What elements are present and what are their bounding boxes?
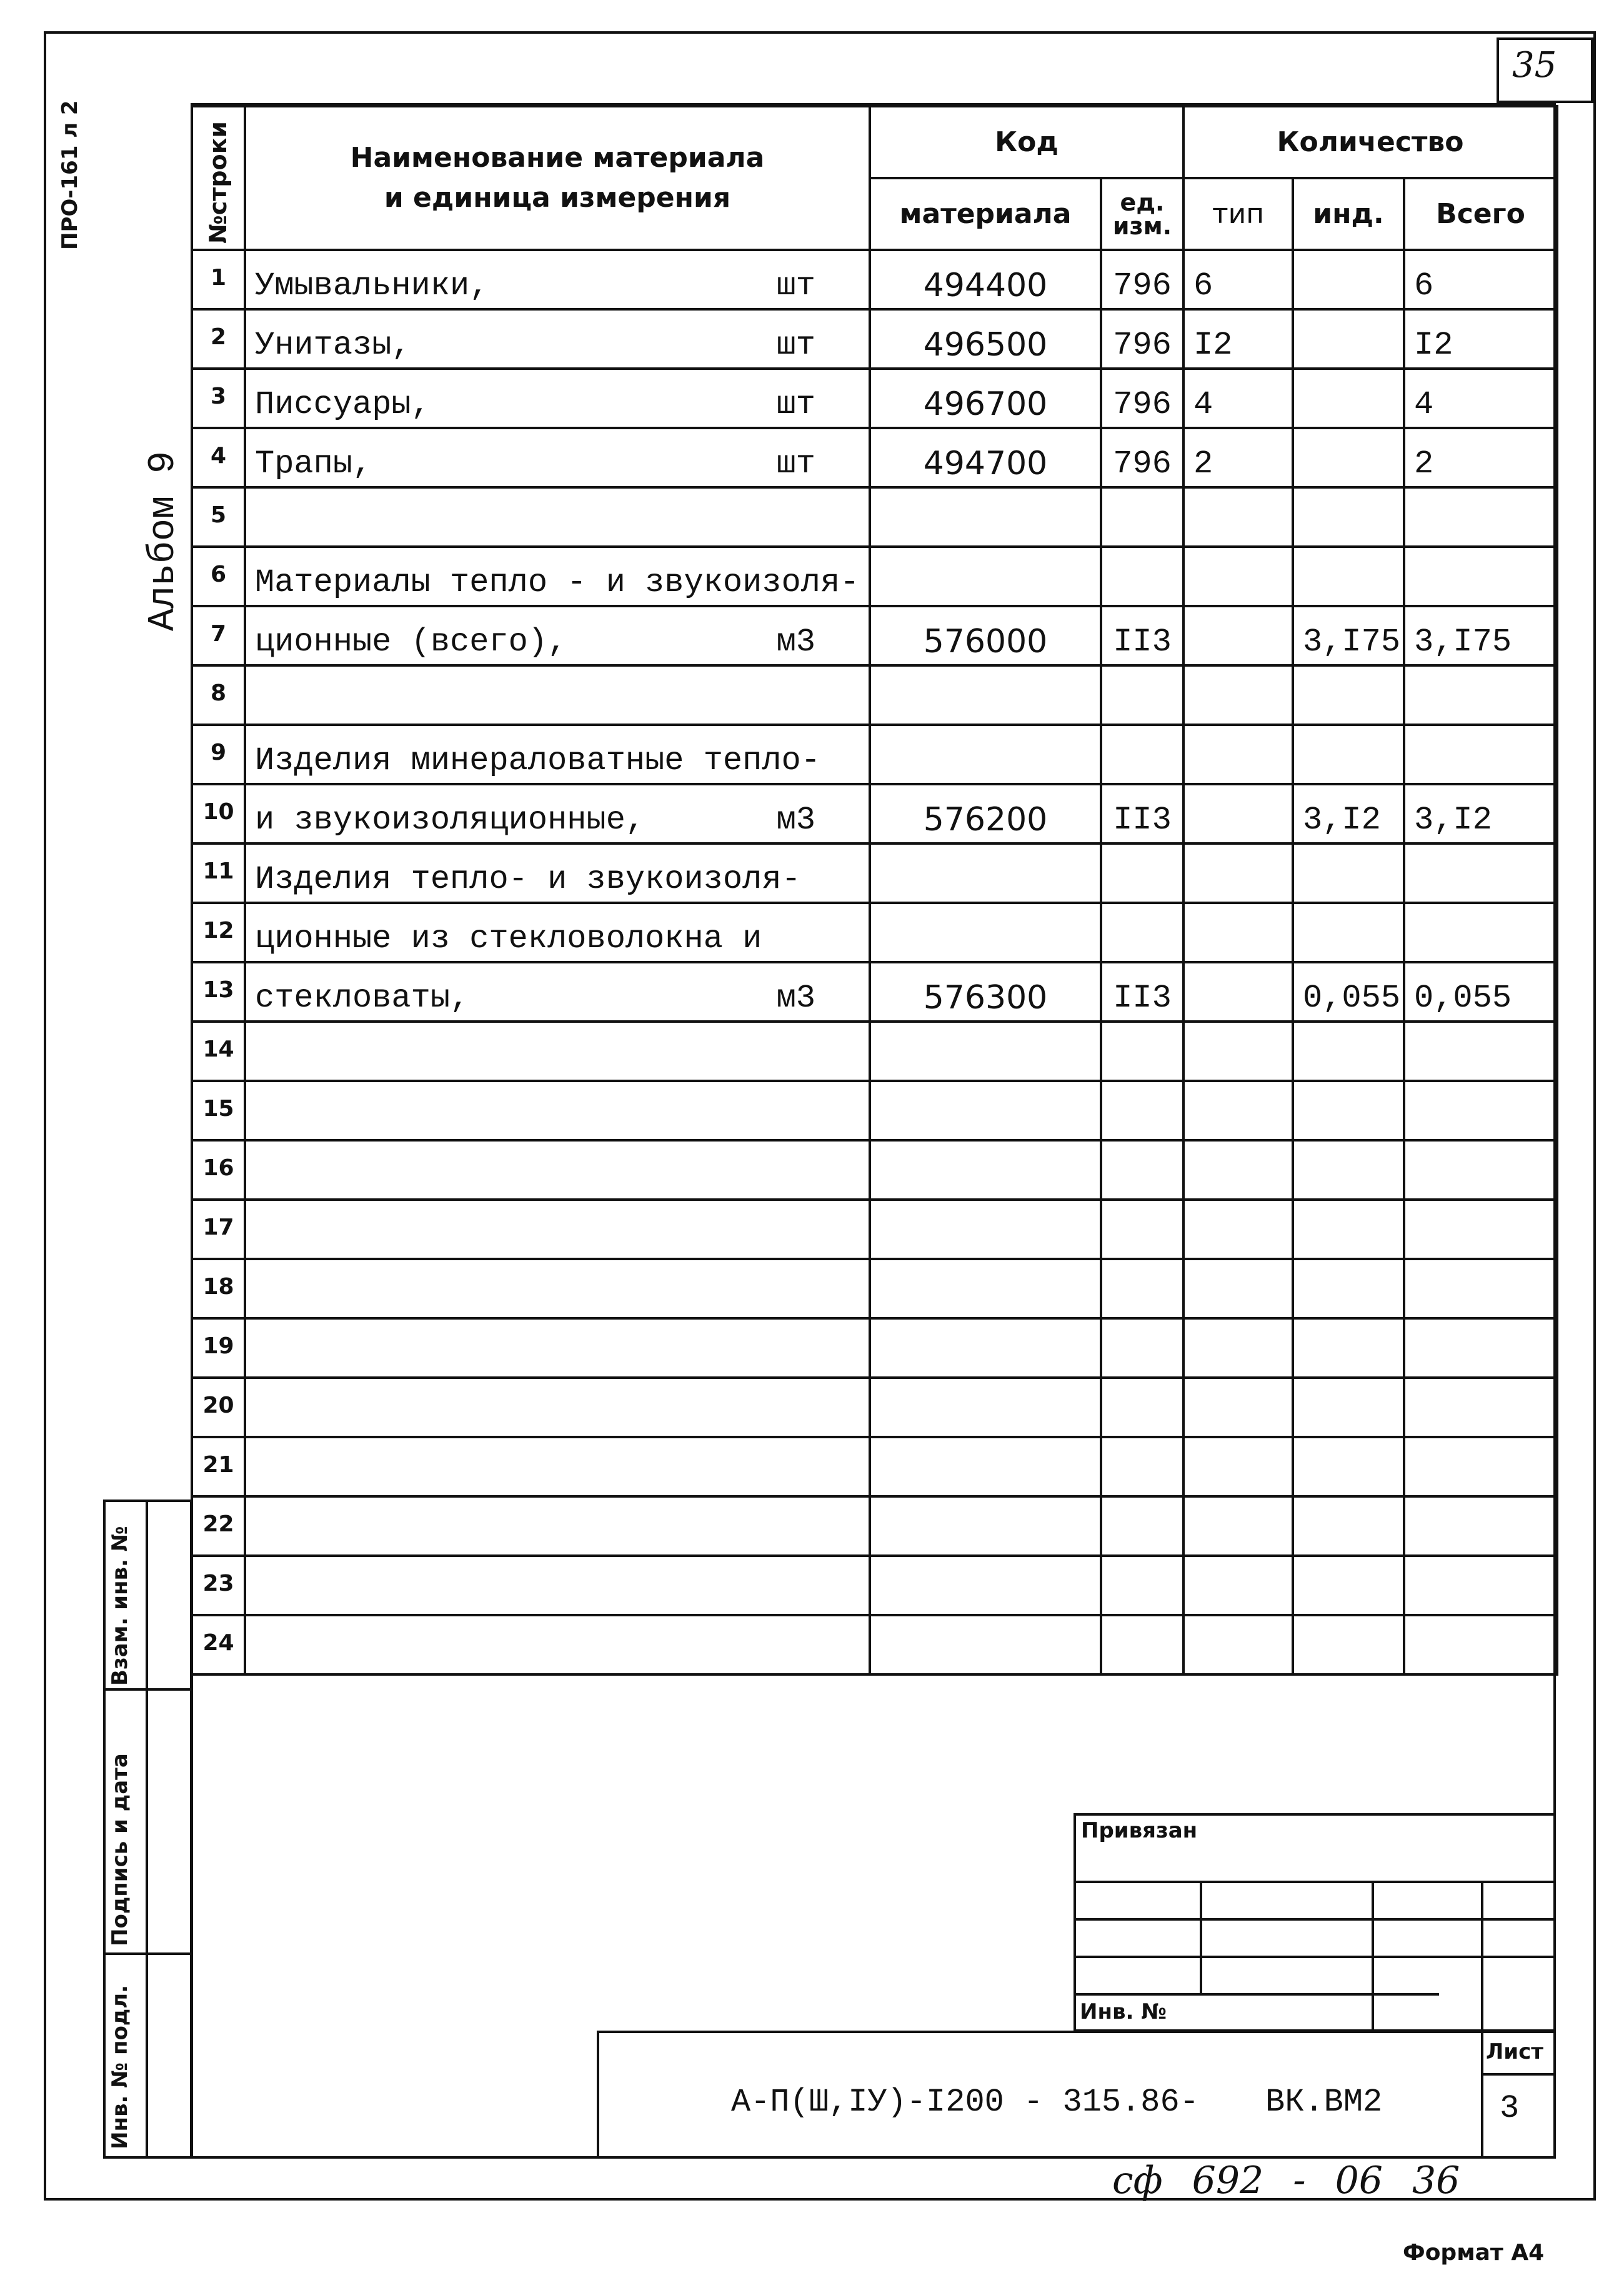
unit-code bbox=[1101, 665, 1183, 725]
corner-page-number: 35 bbox=[1512, 45, 1557, 86]
qty-total bbox=[1404, 1081, 1557, 1140]
qty-ind bbox=[1293, 250, 1404, 309]
row-number: 24 bbox=[192, 1615, 245, 1674]
material-cell bbox=[245, 547, 870, 606]
qty-ind bbox=[1293, 665, 1404, 725]
row-number: 15 bbox=[192, 1081, 245, 1140]
table-row bbox=[192, 784, 1557, 843]
material-cell bbox=[245, 250, 870, 309]
material-cell bbox=[245, 962, 870, 1022]
qty-total bbox=[1404, 1140, 1557, 1200]
qty-total: 2 bbox=[1404, 428, 1557, 487]
qty-ind bbox=[1293, 309, 1404, 369]
qty-type bbox=[1183, 843, 1293, 903]
unit-code: II3 bbox=[1101, 606, 1183, 665]
material-name: ционные (всего), bbox=[255, 624, 567, 660]
material-name: Трапы, bbox=[255, 445, 372, 482]
material-name: Изделия тепло- и звукоизоля- bbox=[255, 861, 801, 898]
material-cell bbox=[245, 725, 870, 784]
qty-type: 2 bbox=[1183, 428, 1293, 487]
row-number: 21 bbox=[192, 1437, 245, 1496]
qty-total bbox=[1404, 1318, 1557, 1378]
unit-name: шт bbox=[776, 267, 815, 304]
unit-code bbox=[1101, 843, 1183, 903]
inventory-label: Инв. № bbox=[1080, 1999, 1167, 2024]
material-cell bbox=[245, 1200, 870, 1259]
header-qty-type: тип bbox=[1183, 178, 1293, 250]
row-number: 5 bbox=[192, 487, 245, 547]
table-row bbox=[192, 547, 1557, 606]
qty-total: 6 bbox=[1404, 250, 1557, 309]
handwritten-note: сф 692 - 06 36 bbox=[1112, 2159, 1460, 2202]
material-cell bbox=[245, 784, 870, 843]
table-row bbox=[192, 606, 1557, 665]
header-code-material: материала bbox=[870, 178, 1101, 250]
qty-ind bbox=[1293, 903, 1404, 962]
qty-type bbox=[1183, 784, 1293, 843]
qty-ind bbox=[1293, 369, 1404, 428]
qty-ind bbox=[1293, 428, 1404, 487]
row-number: 20 bbox=[192, 1378, 245, 1437]
table-row bbox=[192, 1496, 1557, 1556]
unit-name: шт bbox=[776, 445, 815, 482]
material-code bbox=[870, 1378, 1101, 1437]
material-cell bbox=[245, 843, 870, 903]
material-code: 576300 bbox=[870, 962, 1101, 1022]
row-number: 23 bbox=[192, 1556, 245, 1615]
header-quantity-group: Количество bbox=[1183, 106, 1557, 178]
materials-table bbox=[191, 105, 1558, 1676]
row-number: 17 bbox=[192, 1200, 245, 1259]
material-code bbox=[870, 665, 1101, 725]
unit-code bbox=[1101, 1318, 1183, 1378]
material-cell bbox=[245, 487, 870, 547]
material-name: и звукоизоляционные, bbox=[255, 802, 645, 838]
binding-row-line-2 bbox=[1074, 1918, 1556, 1921]
designation-code: А-П(Ш,IУ)-I200 - 315.86- bbox=[731, 2084, 1199, 2121]
table-row bbox=[192, 1318, 1557, 1378]
material-cell bbox=[245, 1496, 870, 1556]
row-number: 1 bbox=[192, 250, 245, 309]
album-label: Альбом 9 bbox=[142, 450, 185, 631]
qty-total: 3,I2 bbox=[1404, 784, 1557, 843]
material-code bbox=[870, 1022, 1101, 1081]
qty-type bbox=[1183, 487, 1293, 547]
material-name: Изделия минераловатные тепло- bbox=[255, 742, 820, 779]
sheet-box-line bbox=[1481, 2073, 1556, 2076]
material-code bbox=[870, 725, 1101, 784]
material-code bbox=[870, 1437, 1101, 1496]
qty-ind bbox=[1293, 487, 1404, 547]
material-code bbox=[870, 1140, 1101, 1200]
qty-type bbox=[1183, 1140, 1293, 1200]
qty-total bbox=[1404, 1556, 1557, 1615]
table-row bbox=[192, 309, 1557, 369]
sheet-label: Лист bbox=[1486, 2039, 1543, 2064]
qty-total bbox=[1404, 487, 1557, 547]
header-qty-ind: инд. bbox=[1293, 178, 1404, 250]
qty-total bbox=[1404, 903, 1557, 962]
header-code-unit: ед. изм. bbox=[1101, 178, 1183, 250]
qty-total bbox=[1404, 1496, 1557, 1556]
material-code: 576200 bbox=[870, 784, 1101, 843]
table-body bbox=[192, 250, 1557, 1674]
frame-top-line bbox=[44, 31, 1593, 34]
qty-total: 0,055 bbox=[1404, 962, 1557, 1022]
material-name: Материалы тепло - и звукоизоля- bbox=[255, 564, 860, 601]
binding-row-line-1 bbox=[1074, 1881, 1556, 1883]
header-row-number: №строки bbox=[192, 106, 245, 250]
material-code bbox=[870, 1259, 1101, 1318]
material-cell bbox=[245, 1081, 870, 1140]
row-number: 13 bbox=[192, 962, 245, 1022]
qty-ind bbox=[1293, 843, 1404, 903]
unit-code bbox=[1101, 1022, 1183, 1081]
qty-ind bbox=[1293, 1259, 1404, 1318]
table-row bbox=[192, 1615, 1557, 1674]
side-stamp-sep-1 bbox=[103, 1688, 192, 1691]
material-cell bbox=[245, 903, 870, 962]
material-code bbox=[870, 1081, 1101, 1140]
qty-type bbox=[1183, 606, 1293, 665]
unit-code bbox=[1101, 1081, 1183, 1140]
row-number: 19 bbox=[192, 1318, 245, 1378]
table-row bbox=[192, 1259, 1557, 1318]
table-row bbox=[192, 903, 1557, 962]
qty-ind bbox=[1293, 1615, 1404, 1674]
table-row bbox=[192, 1556, 1557, 1615]
qty-ind bbox=[1293, 725, 1404, 784]
qty-type bbox=[1183, 1259, 1293, 1318]
material-name: ционные из стекловолокна и bbox=[255, 920, 762, 957]
material-name: Унитазы, bbox=[255, 327, 411, 364]
unit-code bbox=[1101, 903, 1183, 962]
unit-code bbox=[1101, 1615, 1183, 1674]
qty-ind bbox=[1293, 1378, 1404, 1437]
table-row bbox=[192, 1081, 1557, 1140]
table-row bbox=[192, 369, 1557, 428]
material-cell bbox=[245, 665, 870, 725]
qty-ind bbox=[1293, 1556, 1404, 1615]
unit-name: шт bbox=[776, 327, 815, 364]
qty-type bbox=[1183, 1615, 1293, 1674]
row-number: 16 bbox=[192, 1140, 245, 1200]
row-number: 12 bbox=[192, 903, 245, 962]
qty-total: 3,I75 bbox=[1404, 606, 1557, 665]
side-stamp-inv-podl: Инв. № подл. bbox=[107, 1984, 132, 2149]
row-number: 4 bbox=[192, 428, 245, 487]
table-row bbox=[192, 1140, 1557, 1200]
qty-ind bbox=[1293, 547, 1404, 606]
qty-type bbox=[1183, 1496, 1293, 1556]
qty-total bbox=[1404, 1200, 1557, 1259]
unit-code bbox=[1101, 1140, 1183, 1200]
qty-type bbox=[1183, 1022, 1293, 1081]
material-cell bbox=[245, 1022, 870, 1081]
row-number: 2 bbox=[192, 309, 245, 369]
side-code: ПРО-161 л 2 bbox=[57, 100, 82, 250]
side-stamp-vzam: Взам. инв. № bbox=[107, 1526, 132, 1686]
material-code bbox=[870, 903, 1101, 962]
qty-ind bbox=[1293, 1496, 1404, 1556]
material-cell bbox=[245, 1556, 870, 1615]
qty-ind bbox=[1293, 1200, 1404, 1259]
qty-type bbox=[1183, 1318, 1293, 1378]
row-number: 18 bbox=[192, 1259, 245, 1318]
qty-total bbox=[1404, 725, 1557, 784]
binding-col-line-3 bbox=[1481, 1881, 1483, 2032]
qty-total bbox=[1404, 1022, 1557, 1081]
qty-type bbox=[1183, 903, 1293, 962]
material-code bbox=[870, 487, 1101, 547]
table-row bbox=[192, 665, 1557, 725]
unit-code bbox=[1101, 547, 1183, 606]
unit-name: м3 bbox=[776, 980, 815, 1017]
unit-code bbox=[1101, 1556, 1183, 1615]
material-code bbox=[870, 1496, 1101, 1556]
qty-type bbox=[1183, 547, 1293, 606]
qty-type bbox=[1183, 1200, 1293, 1259]
qty-ind: 3,I75 bbox=[1293, 606, 1404, 665]
material-cell bbox=[245, 1378, 870, 1437]
material-code bbox=[870, 1200, 1101, 1259]
unit-code: 796 bbox=[1101, 428, 1183, 487]
material-cell bbox=[245, 309, 870, 369]
qty-ind bbox=[1293, 1022, 1404, 1081]
binding-col-line-2 bbox=[1372, 1881, 1374, 2032]
material-code bbox=[870, 547, 1101, 606]
qty-total bbox=[1404, 843, 1557, 903]
unit-code: II3 bbox=[1101, 784, 1183, 843]
sheet-box-divider bbox=[1481, 2031, 1483, 2159]
table-row bbox=[192, 962, 1557, 1022]
side-stamp-signature: Подпись и дата bbox=[107, 1753, 132, 1946]
qty-ind bbox=[1293, 1081, 1404, 1140]
qty-type bbox=[1183, 1081, 1293, 1140]
qty-ind: 3,I2 bbox=[1293, 784, 1404, 843]
qty-type: 6 bbox=[1183, 250, 1293, 309]
unit-code bbox=[1101, 1378, 1183, 1437]
qty-total: 4 bbox=[1404, 369, 1557, 428]
material-code bbox=[870, 843, 1101, 903]
unit-code: 796 bbox=[1101, 309, 1183, 369]
qty-total bbox=[1404, 1615, 1557, 1674]
qty-type: I2 bbox=[1183, 309, 1293, 369]
header-qty-total: Всего bbox=[1404, 178, 1557, 250]
material-cell bbox=[245, 1437, 870, 1496]
sheet-number: 3 bbox=[1500, 2090, 1520, 2127]
section-code: ВК.ВМ2 bbox=[1265, 2084, 1383, 2121]
row-number: 7 bbox=[192, 606, 245, 665]
qty-type bbox=[1183, 1556, 1293, 1615]
row-number: 10 bbox=[192, 784, 245, 843]
material-cell bbox=[245, 428, 870, 487]
table-row bbox=[192, 250, 1557, 309]
unit-code: 796 bbox=[1101, 250, 1183, 309]
unit-code bbox=[1101, 1496, 1183, 1556]
unit-code bbox=[1101, 487, 1183, 547]
row-number: 8 bbox=[192, 665, 245, 725]
unit-code: II3 bbox=[1101, 962, 1183, 1022]
material-cell bbox=[245, 1318, 870, 1378]
material-code: 494700 bbox=[870, 428, 1101, 487]
material-cell bbox=[245, 1615, 870, 1674]
qty-type bbox=[1183, 1437, 1293, 1496]
qty-type: 4 bbox=[1183, 369, 1293, 428]
qty-total: I2 bbox=[1404, 309, 1557, 369]
row-number: 9 bbox=[192, 725, 245, 784]
qty-total bbox=[1404, 1437, 1557, 1496]
material-code bbox=[870, 1318, 1101, 1378]
unit-code bbox=[1101, 1200, 1183, 1259]
row-number: 22 bbox=[192, 1496, 245, 1556]
material-name: стекловаты, bbox=[255, 980, 470, 1017]
material-code: 496700 bbox=[870, 369, 1101, 428]
row-number: 11 bbox=[192, 843, 245, 903]
unit-name: шт bbox=[776, 386, 815, 423]
table-row bbox=[192, 1378, 1557, 1437]
frame-left-line bbox=[44, 31, 46, 2199]
side-stamp-divider bbox=[146, 1500, 148, 2159]
qty-type bbox=[1183, 1378, 1293, 1437]
qty-total bbox=[1404, 1378, 1557, 1437]
binding-label: Привязан bbox=[1081, 1818, 1198, 1843]
table-row bbox=[192, 487, 1557, 547]
unit-code: 796 bbox=[1101, 369, 1183, 428]
format-label: Формат А4 bbox=[1403, 2240, 1545, 2266]
unit-name: м3 bbox=[776, 624, 815, 660]
binding-row-line-3 bbox=[1074, 1956, 1556, 1958]
table-row bbox=[192, 1022, 1557, 1081]
material-cell bbox=[245, 1140, 870, 1200]
row-number: 6 bbox=[192, 547, 245, 606]
qty-ind bbox=[1293, 1318, 1404, 1378]
material-cell bbox=[245, 606, 870, 665]
table-row bbox=[192, 428, 1557, 487]
material-name: Писсуары, bbox=[255, 386, 431, 423]
unit-code bbox=[1101, 1259, 1183, 1318]
material-code bbox=[870, 1556, 1101, 1615]
qty-type bbox=[1183, 665, 1293, 725]
table-row bbox=[192, 725, 1557, 784]
qty-type bbox=[1183, 725, 1293, 784]
header-name: Наименование материала и единица измерения bbox=[245, 106, 870, 250]
qty-total bbox=[1404, 1259, 1557, 1318]
binding-row-line-4 bbox=[1074, 1993, 1439, 1996]
unit-code bbox=[1101, 725, 1183, 784]
material-cell bbox=[245, 369, 870, 428]
binding-col-line-1 bbox=[1200, 1881, 1202, 1993]
unit-name: м3 bbox=[776, 802, 815, 838]
material-code: 494400 bbox=[870, 250, 1101, 309]
row-number: 3 bbox=[192, 369, 245, 428]
material-code bbox=[870, 1615, 1101, 1674]
qty-ind bbox=[1293, 1140, 1404, 1200]
frame-right-line bbox=[1593, 31, 1596, 2199]
qty-total bbox=[1404, 665, 1557, 725]
table-row bbox=[192, 1437, 1557, 1496]
qty-type bbox=[1183, 962, 1293, 1022]
row-number: 14 bbox=[192, 1022, 245, 1081]
material-cell bbox=[245, 1259, 870, 1318]
qty-ind bbox=[1293, 1437, 1404, 1496]
header-code-group: Код bbox=[870, 106, 1183, 178]
side-stamp-sep-2 bbox=[103, 1952, 192, 1955]
unit-code bbox=[1101, 1437, 1183, 1496]
material-code: 576000 bbox=[870, 606, 1101, 665]
table-row bbox=[192, 1200, 1557, 1259]
table-row bbox=[192, 843, 1557, 903]
material-code: 496500 bbox=[870, 309, 1101, 369]
material-name: Умывальники, bbox=[255, 267, 489, 304]
qty-ind: 0,055 bbox=[1293, 962, 1404, 1022]
qty-total bbox=[1404, 547, 1557, 606]
